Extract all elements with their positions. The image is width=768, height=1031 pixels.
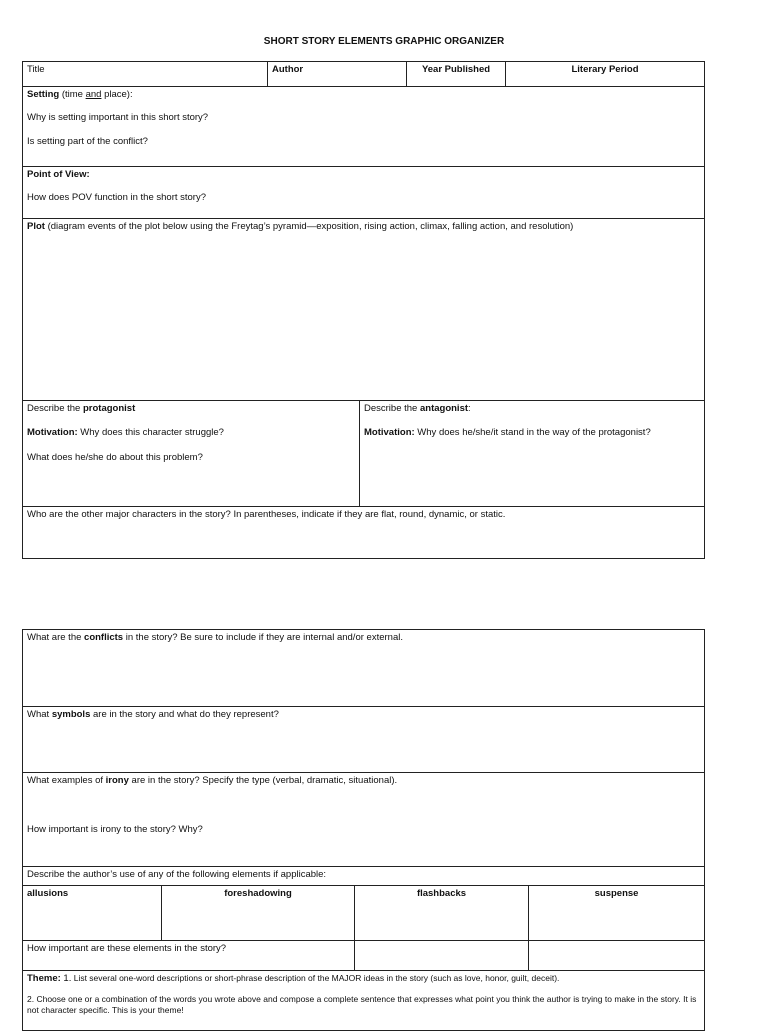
setting-paren-close: place): [101,89,133,100]
setting-paren-open: (time [59,89,86,100]
organizer-table-bottom [22,629,705,1031]
antagonist-pre: Describe the [364,403,420,414]
protagonist-motivation-label: Motivation: [27,427,78,439]
title-label: Title [27,64,45,75]
setting-and: and [85,89,102,100]
literary-period-label: Literary Period [571,64,639,75]
other-characters-question: Who are the other major characters in the story? In parentheses, indicate if they are flat, round, dynamic, or static. [27,509,506,520]
characters-row [23,401,705,507]
protagonist-label: protagonist [82,403,136,414]
header-row [23,62,705,87]
conflicts-section[interactable] [23,630,705,707]
theme-section[interactable] [23,971,705,1031]
year-published-label: Year Published [421,64,491,75]
title-field[interactable] [23,62,268,87]
author-field[interactable] [268,62,407,87]
flashbacks-cell[interactable] [355,886,529,941]
elements-intro-row [23,867,705,886]
allusions-cell[interactable] [23,886,162,941]
elements-importance-question: How important are these elements in the story? [27,943,227,954]
elements-intro: Describe the author’s use of any of the following elements if applicable: [23,867,705,886]
irony-section[interactable] [23,773,705,867]
symbols-section[interactable] [23,707,705,773]
antagonist-motivation-question: Why does he/she/it stand in the way of the protagonist? [414,427,651,439]
protagonist-section[interactable] [23,401,360,507]
elements-row [23,886,705,941]
antagonist-motivation [364,427,700,438]
symbols-pre: What [27,709,52,720]
suspense-cell[interactable] [529,886,705,941]
theme-label: Theme: [27,973,61,984]
symbols-question [27,709,700,720]
other-characters-row[interactable] [23,507,705,559]
literary-period-field[interactable] [506,62,705,87]
theme-number-1: 1. [60,973,72,984]
irony-row[interactable] [23,773,705,867]
plot-description: (diagram events of the plot below using the Freytag’s pyramid—exposition, rising action, climax, falling action, and resolution) [44,221,574,232]
symbols-label: symbols [51,709,91,720]
protagonist-pre: Describe the [27,403,83,414]
pov-row[interactable] [23,167,705,219]
irony-post: are in the story? Specify the type (verbal, dramatic, situational). [128,775,398,786]
protagonist-motivation [27,427,355,438]
organizer-table-top [22,61,705,559]
setting-section[interactable] [23,87,705,167]
allusions-label: allusions [27,888,69,899]
setting-label: Setting [27,89,60,100]
plot-row[interactable] [23,219,705,401]
pov-section[interactable] [23,167,705,219]
irony-pre: What examples of [27,775,106,786]
antagonist-heading [364,403,700,414]
irony-question [27,775,700,786]
elements-importance-cell[interactable] [23,941,355,971]
symbols-post: are in the story and what do they represent? [90,709,279,720]
antagonist-motivation-label: Motivation: [364,427,415,439]
theme-row[interactable] [23,971,705,1031]
pov-label: Point of View: [27,169,90,180]
conflicts-question [27,632,700,643]
plot-section[interactable] [23,219,705,401]
conflicts-pre: What are the [27,632,85,643]
protagonist-motivation-question: Why does this character struggle? [77,427,224,439]
antagonist-label: antagonist [419,403,469,414]
year-published-field[interactable] [407,62,506,87]
elements-importance-blank-1[interactable] [355,941,529,971]
page-title: SHORT STORY ELEMENTS GRAPHIC ORGANIZER [263,36,505,47]
setting-row[interactable] [23,87,705,167]
elements-importance-blank-2[interactable] [529,941,705,971]
antagonist-post: : [468,403,471,414]
pov-question: How does POV function in the short story? [27,192,207,204]
foreshadowing-label: foreshadowing [224,888,292,899]
plot-heading [27,221,700,232]
theme-step-2: 2. Choose one or a combination of the words you wrote above and compose a complete sentence that expresses what point you think the author is trying to make in the story. It is not character specific. This is your theme! [27,994,697,1015]
setting-heading [27,89,700,100]
symbols-row[interactable] [23,707,705,773]
irony-label: irony [105,775,129,786]
foreshadowing-cell[interactable] [162,886,355,941]
theme-step-1 [27,973,700,984]
irony-question-2: How important is irony to the story? Why? [27,824,203,836]
setting-question-2: Is setting part of the conflict? [27,135,148,147]
elements-importance-row [23,941,705,971]
conflicts-label: conflicts [84,632,124,643]
other-characters-section[interactable] [23,507,705,559]
protagonist-question-2: What does he/she do about this problem? [27,451,203,463]
setting-question-1: Why is setting important in this short story? [27,112,209,124]
flashbacks-label: flashbacks [416,888,467,899]
suspense-label: suspense [594,888,639,899]
author-label: Author [272,64,304,75]
antagonist-section[interactable] [360,401,705,507]
plot-label: Plot [27,221,45,232]
theme-step-1-text: List several one-word descriptions or short-phrase description of the MAJOR ideas in the story (such as love, honor, guilt, deceit). [71,973,560,983]
conflicts-post: in the story? Be sure to include if they are internal and/or external. [123,632,403,643]
protagonist-heading [27,403,355,414]
conflicts-row[interactable] [23,630,705,707]
